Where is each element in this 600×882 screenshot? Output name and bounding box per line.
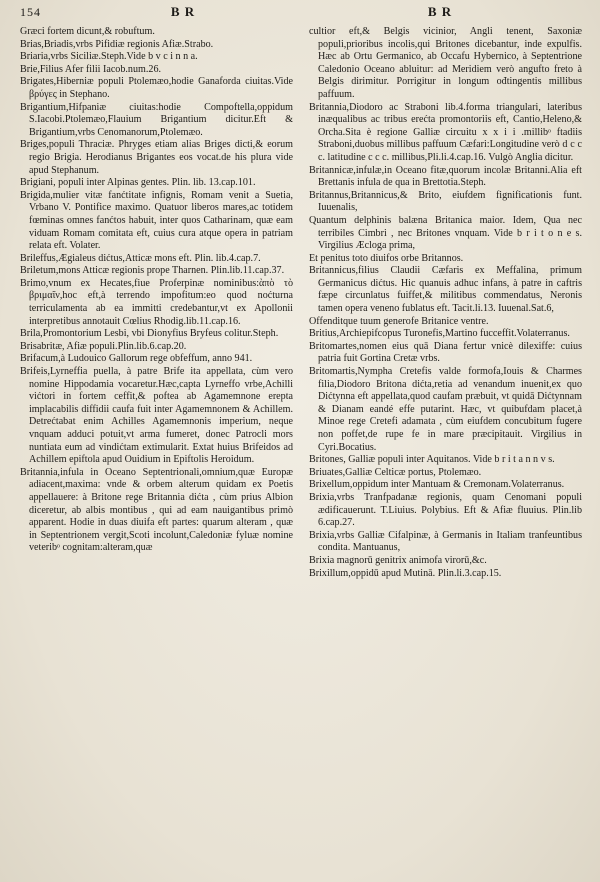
dictionary-entry: Offenditque tuum generofe Britanice ventre. [309,315,489,327]
dictionary-entry: Græci fortem dicunt,& robuftum. [20,26,155,37]
dictionary-entry: Brixillum,oppidū apud Mutinā. Plin.li.3.cap.15. [309,567,502,579]
dictionary-entry: Quantum delphinis balæna Britanica maior. Idem, Qua nec terribiles Cimbri , nec Britones vnquam. Vide b r i t o n e s. Virgilius Æcloga prima, [309,214,582,252]
dictionary-entry: Et penitus toto diuifos orbe Britannos. [309,252,464,264]
dictionary-entry: Briaria,vrbs Siciliæ.Steph.Vide b v c i n n a. [20,51,198,63]
dictionary-entry: Brifeis,Lyrneffia puella, à patre Brife ita appellata, cùm vero nomine Hippodamia vocaretur.Hæc,capta Lyrneffo vrbe,Achilli vićtori in fortem ceffit,& poftea ab Agamemnone erepta implacabilis diffidii caufa fuit inter Agamemnonem & Achillem. Detrećtabat enim Achilles Agamemnonis imperium, neque vnquam adduci potuit,vt arma fumeret, donec Patrocli mors nuntiata eum ad vindićtam extimularit. Extat huius Brifeidos ad Achillem epiftola apud Ouidium in Epiftolis Heroidum. [20,366,293,466]
dictionary-entry: Britius,Archiepifcopus Turonefis,Martino fucceffit.Volaterranus. [309,328,570,340]
running-head [20,4,582,26]
running-head-left: B R [170,4,196,19]
dictionary-entry: Britomartis,Nympha Cretefis valde formofa,Iouis & Charmes filia,Diodoro Britona dićta,retia ad venandum inuenit,ex quo Dićtynna eft appellata,quod caufam præbuit, vt quidā Dićtynnam & Dianam eandé effe putarint. Hæc, vt quibufdam placet,à Minoe rege Cretefi adamata , cùm eiufdem concubitum fugere non poffet,de rupe fe in mare præcipitauit. Virgilius in Cyri.Bocatius. [309,366,582,453]
dictionary-entry: Brixellum,oppidum inter Mantuam & Cremonam.Volaterranus. [309,479,565,491]
dictionary-entry: Briuates,Galliæ Celticæ portus, Ptolemæo. [309,466,482,478]
dictionary-entry: Brias,Briadis,vrbs Pifidiæ regionis Afiæ.Strabo. [20,38,214,50]
dictionary-entry: Brila,Promontorium Lesbi, vbi Dionyfius Bryfeus colitur.Steph. [20,328,279,340]
dictionary-entry: Brileffus,Ægialeus dićtus,Atticæ mons eft. Plin. lib.4.cap.7. [20,252,261,264]
dictionary-entry: Brifacum,à Ludouico Gallorum rege obfeffum, anno 941. [20,353,253,365]
dictionary-entry: Brigiani, populi inter Alpinas gentes. Plin. lib. 13.cap.101. [20,177,256,189]
dictionary-entry: Briges,populi Thraciæ. Phryges etiam alias Briges dicti,& eorum regio Brigia. Herodianus Brigantes eos vocat.de his plura vide apud Stephanum. [20,139,293,176]
left-column [20,26,293,580]
dictionary-entry: Brigantium,Hifpaniæ ciuitas:hodie Compoftella,oppidum S.Iacobi.Ptolemæo,Flauium Brigantium dicitur.Eft & Brigantium,vrbs Cenomanorum,Ptolemæo. [20,101,293,138]
dictionary-entry: Britannus,Britannicus,& Brito, eiufdem fignificationis funt. Iuuenalis, [309,189,582,214]
dictionary-entry: Brimo,vnum ex Hecates,fiue Proferpinæ nominibus:ὰπὸ τὸ βριμαῖν,hoc eft,à terrendo impofitum:eo quod noćturna terriculamenta ab ea immitti credebantur,vt ex Apollonii interpretibus annotauit Cœlius Rhodig.lib.11.cap.16. [20,277,293,327]
dictionary-entry: Britannicus,filius Claudii Cæfaris ex Meffalina, primum Germanicus dićtus. Hic quanuis adhuc infans, à patre in caftris fæpe circunlatus fuiffet,& militibus commendatus, Neronis tamen opera veneno fublatus eft. Tacit.li.13. Iuuenal.Sat.6, [309,265,582,315]
dictionary-entry: Brixia,vrbs Galliæ Cifalpinæ, à Germanis in Italiam tranfeuntibus condita. Mantuanus, [309,529,582,554]
dictionary-entry: Brixia magnorū genitrix animofa virorū,&c. [309,554,487,566]
dictionary-entry: Britannia,infula in Oceano Septentrionali,omnium,quæ Europæ adiacent,maxima: vnde & orbem alterum quidam ex Poetis appellauere: à Britone rege Britannia dićta , cùm prius Albion diceretur, ab albis montibus , qui ad eam nauigantibus primò apparent. Hodie in duas diuifa eft partes: quarum alteram , quæ in Septentrionem vergit,Scoti incolunt,Caledoniæ fyluæ nomine veteribᵒ cognitam:alteram,quæ [20,466,293,554]
dictionary-entry: Brie,Filius Afer filii Iacob.num.26. [20,63,162,75]
dictionary-entry: Britomartes,nomen eius quā Diana fertur vnicè dilexiffe: cuius patria fuit Gortina Cretæ vrbs. [309,340,582,365]
text-columns [20,26,582,580]
right-column [309,26,582,580]
dictionary-entry: Britannicæ,infulæ,in Oceano fitæ,quorum incolæ Britanni.Alia eft Brettanis infula de qua in Brettotia.Steph. [309,164,582,189]
running-head-right: B R [427,4,453,19]
dictionary-entry: Brigida,mulier vitæ fanćtitate infignis, Romam venit a Suetia, Vrbano V. Pontifice maximo. Quatuor liberos mares,ac totidem fœminas omnes fanćtos habuit, inter quos Catharinam, quæ eam viduam Romam comitata eft, cuius cura atque opera in patriam relata eft. Volater. [20,189,293,252]
dictionary-entry: Britones, Galliæ populi inter Aquitanos. Vide b r i t a n n v s. [309,454,555,466]
dictionary-entry: Briletum,mons Atticæ regionis prope Tharnen. Plin.lib.11.cap.37. [20,265,285,277]
dictionary-entry: Brigates,Hiberniæ populi Ptolemæo,hodie Ganaforda ciuitas.Vide βρύγες in Stephano. [20,76,293,100]
dictionary-entry: Brisabritæ, Afiæ populi.Plin.lib.6.cap.20. [20,340,187,352]
dictionary-entry: Britannia,Diodoro ac Straboni lib.4.forma triangulari, lateribus inæqualibus ac tribus erećta promontoriis eft, Cantio,Heleno,& Orcha.Sita è regione Galliæ circuitu x x i i .millibᵒ ftadiis Straboni,duobus millibus paffuum Cæfari:Longitudine verò d c c c. latitudine c c c. millibus,Pli.li.4.cap.16. Vulgò Anglia dicitur. [309,101,582,163]
dictionary-entry: Brixia,vrbs Tranfpadanæ regionis, quam Cenomani populi ædificauerunt. T.Liuius. Polybius. Eft & Afiæ fluuius. Plin.lib 6.cap.27. [309,491,582,529]
dictionary-entry: cultior eft,& Belgis vicinior, Angli tenent, Saxoniæ populi,prioribus incolis,qui Britones dicebantur, inde expulfis. Hæc ab Ortu Germanico, ab Occafu Hybernico, à Septentrione Caledonio Oceano abluitur: ad Meridiem verò angufto freto à Belgis dirimitur. Porrigitur in longum ođtingentis millibus paffuum. [309,26,582,100]
page-number: 154 [20,5,41,19]
